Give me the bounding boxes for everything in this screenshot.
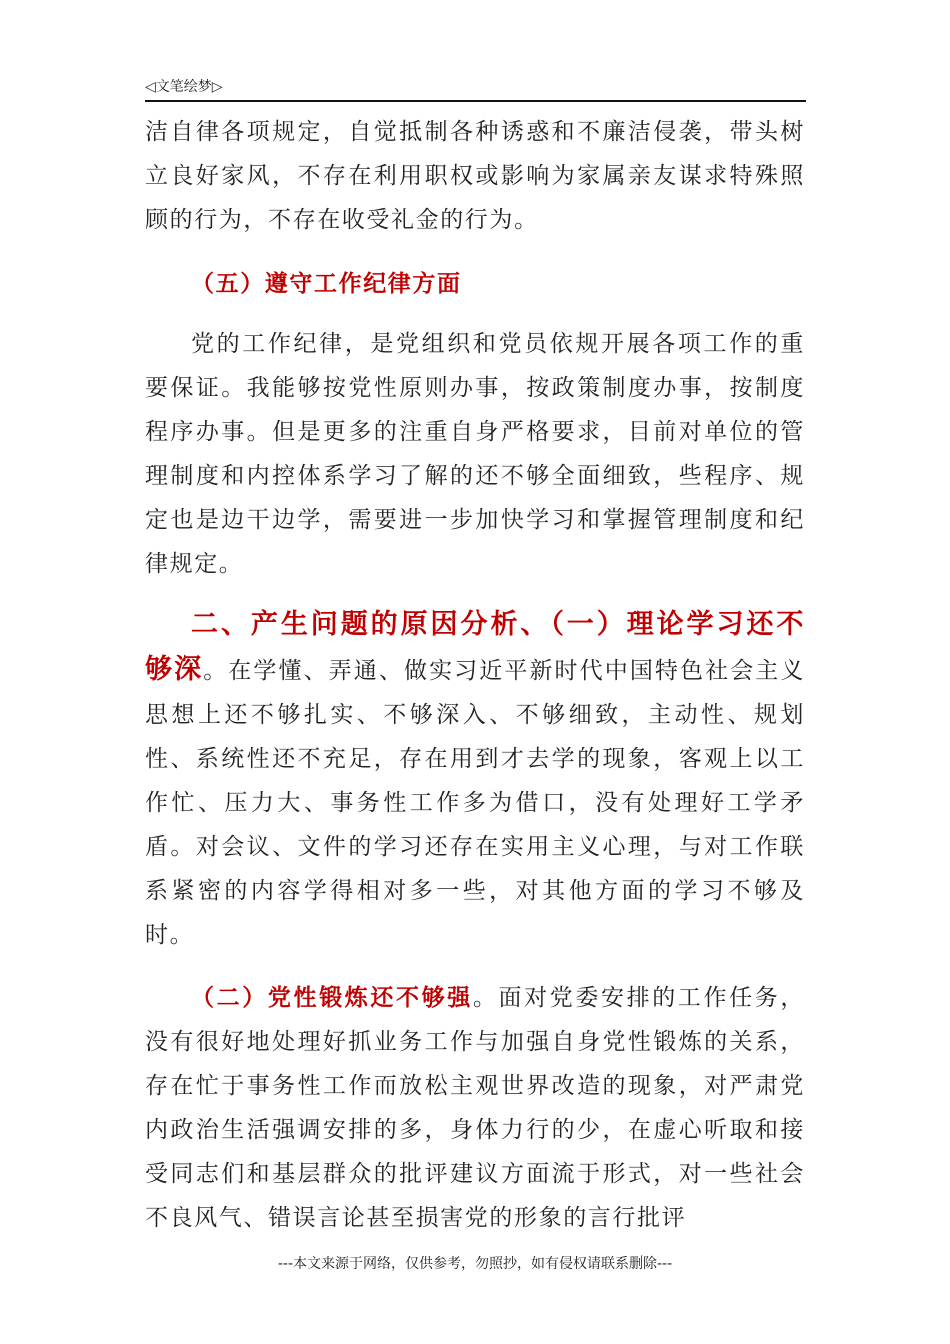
header-title: ◁文笔绘梦▷: [145, 79, 223, 95]
section-heading-cause-analysis: 二、产生问题的原因分析、（一）理论学习还不够深: [145, 609, 805, 685]
heading-party-spirit: （二）党性锻炼还不够强: [191, 984, 473, 1011]
section-cause-analysis: [145, 603, 805, 957]
paragraph-continuation: 洁自律各项规定，自觉抵制各种诱惑和不廉洁侵袭，带头树立良好家风，不存在利用职权或影响为家属亲友谋求特殊照顾的行为，不存在收受礼金的行为。: [145, 119, 805, 233]
page-footer: ---本文来源于网络，仅供参考，勿照抄，如有侵权请联系删除---: [277, 1256, 673, 1272]
heading-work-discipline: （五）遵守工作纪律方面: [191, 270, 462, 297]
text-party-spirit: 。面对党委安排的工作任务，没有很好地处理好抓业务工作与加强自身党性锻炼的关系，存在忙于事务性工作而放松主观世界改造的现象，对严肃党内政治生活强调安排的多，身体力行的少，在虚心听取和接受同志们和基层群众的批评建议方面流于形式，对一些社会不良风气、错误言论甚至损害党的形象的言行批评: [145, 985, 805, 1231]
paragraph-party-spirit: [145, 976, 805, 1240]
page-header: [145, 74, 806, 102]
section-text-theory-study: 。在学懂、弄通、做实习近平新时代中国特色社会主义思想上还不够扎实、不够深入、不够细致，主动性、规划性、系统性还不充足，存在用到才去学的现象，客观上以工作忙、压力大、事务性工作多为借口，没有处理好工学矛盾。对会议、文件的学习还存在实用主义心理，与对工作联系紧密的内容学得相对多一些，对其他方面的学习不够及时。: [145, 658, 806, 948]
paragraph-work-discipline: 党的工作纪律，是党组织和党员依规开展各项工作的重要保证。我能够按党性原则办事，按政策制度办事，按制度程序办事。但是更多的注重自身严格要求，目前对单位的管理制度和内控体系学习了解的还不够全面细致，些程序、规定也是边干边学，需要进一步加快学习和掌握管理制度和纪律规定。: [145, 331, 805, 577]
